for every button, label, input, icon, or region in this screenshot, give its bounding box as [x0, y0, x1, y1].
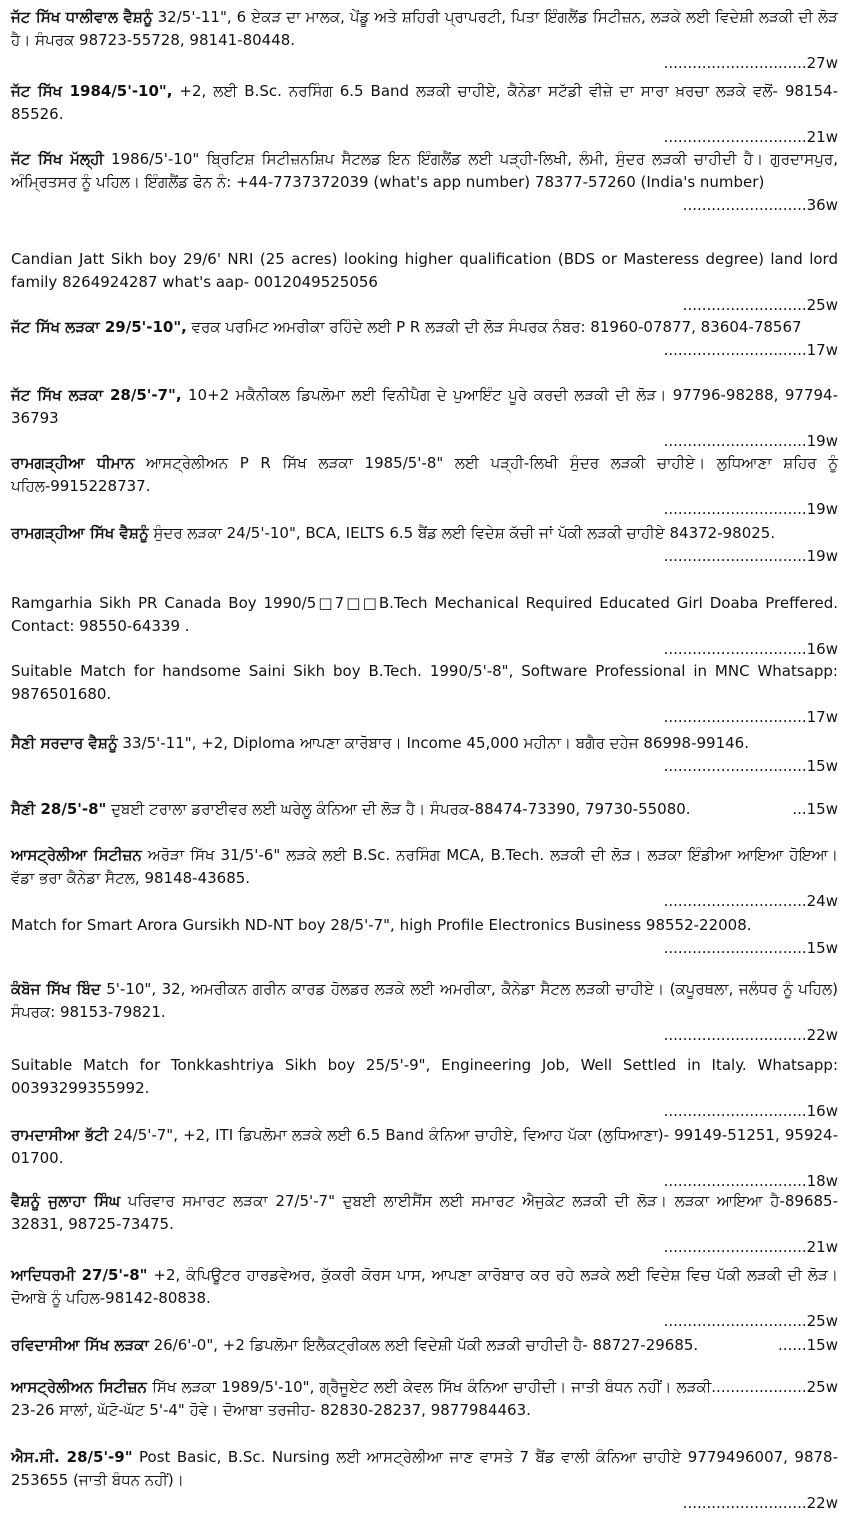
ad-entry	[11, 1124, 838, 1193]
ad-body: Match for Smart Arora Gursikh ND-NT boy 28/5'-7", high Profile Electronics Business 98552-22008.	[11, 916, 752, 934]
ad-text	[11, 1190, 838, 1236]
ad-body: 26/6'-0", +2 ਡਿਪਲੋਮਾ ਇਲੈਕਟ੍ਰੀਕਲ ਲਈ ਵਿਦੇਸ਼ੀ ਪੱਕੀ ਲੜਕੀ ਚਾਹੀਦੀ ਹੈ- 88727-29685.	[148, 1336, 699, 1354]
ad-text	[11, 1376, 838, 1422]
ad-entry	[11, 1334, 838, 1357]
ad-text	[11, 1446, 838, 1492]
ad-word-count: ..............................18w	[663, 1172, 838, 1190]
ad-heading: ਜੱਟ ਸਿੱਖ ਲੜਕਾ 28/5'-7",	[11, 386, 182, 404]
ad-heading: ਆਸਟ੍ਰੇਲੀਅਨ ਸਿਟੀਜ਼ਨ	[11, 1378, 147, 1396]
ad-heading: ਸੈਣੀ 28/5'-8"	[11, 800, 107, 818]
ad-word-count: ....................25w	[711, 1378, 838, 1396]
ad-entry	[11, 384, 838, 453]
ad-word-count: ..............................25w	[663, 1312, 838, 1330]
ad-entry	[11, 1376, 838, 1422]
ad-entry	[11, 592, 838, 661]
ad-text	[11, 592, 838, 638]
ad-body: 5'-10", 32, ਅਮਰੀਕਨ ਗਰੀਨ ਕਾਰਡ ਹੋਲਡਰ ਲੜਕੇ ਲਈ ਅਮਰੀਕਾ, ਕੈਨੇਡਾ ਸੈਟਲ ਲੜਕੀ ਚਾਹੀਏ। (ਕਪੂਰਥਲਾ, ਜਲੰਧਰ ਨੂੰ ਪਹਿਲ) ਸੰਪਰਕ: 98153-79821.	[11, 980, 839, 1021]
ad-heading: ਵੈਸ਼ਨੂੰ ਜੁਲਾਹਾ ਸਿੰਘ	[11, 1192, 121, 1210]
ad-word-count: ..............................17w	[663, 341, 838, 359]
ad-entry	[11, 660, 838, 729]
ad-text	[11, 384, 838, 430]
ad-word-count: ...15w	[792, 800, 838, 818]
ad-entry	[11, 1190, 838, 1259]
ad-word-count: ..........................25w	[682, 296, 838, 314]
ad-text	[11, 80, 838, 126]
ad-body: 1986/5'-10" ਬ੍ਰਿਟਿਸ਼ ਸਿਟੀਜ਼ਨਸ਼ਿਪ ਸੈਟਲਡ ਇਨ ਇੰਗਲੈਂਡ ਲਈ ਪੜ੍ਹੀ-ਲਿਖੀ, ਲੰਮੀ, ਸੁੰਦਰ ਲੜਕੀ ਚਾਹੀਦੀ ਹੈ। ਗੁਰਦਾਸਪੁਰ, ਅੰਮ੍ਰਿਤਸਰ ਨੂੰ ਪਹਿਲ। ਇੰਗਲੈਂਡ ਫੋਨ ਨੰ: +44-7737372039 (what's app number) 78377-57260 (India's number)	[11, 150, 838, 191]
ad-word-count: ..............................21w	[663, 128, 838, 146]
ad-entry	[11, 1446, 838, 1515]
ad-entry	[11, 316, 838, 362]
ad-heading: ਆਸਟ੍ਰੇਲੀਆ ਸਿਟੀਜ਼ਨ	[11, 846, 142, 864]
ad-text	[11, 844, 838, 890]
ad-entry	[11, 452, 838, 521]
ad-text	[11, 1264, 838, 1310]
ad-text	[11, 6, 838, 52]
ad-heading: ਆਦਿਧਰਮੀ 27/5'-8"	[11, 1266, 148, 1284]
ad-text	[11, 914, 838, 937]
ad-entry	[11, 1264, 838, 1333]
ad-body: Suitable Match for handsome Saini Sikh boy B.Tech. 1990/5'-8", Software Professional in MNC Whatsapp: 9876501680.	[11, 662, 838, 703]
ad-body: 32/5'-11", 6 ਏਕੜ ਦਾ ਮਾਲਕ, ਪੇਂਡੂ ਅਤੇ ਸ਼ਹਿਰੀ ਪ੍ਰਾਪਰਟੀ, ਪਿਤਾ ਇੰਗਲੈਂਡ ਸਿਟੀਜ਼ਨ, ਲੜਕੇ ਲਈ ਵਿਦੇਸ਼ੀ ਲੜਕੀ ਦੀ ਲੋੜ ਹੈ। ਸੰਪਰਕ 98723-55728, 98141-80448.	[11, 8, 838, 49]
ad-entry	[11, 978, 838, 1047]
ad-text	[11, 978, 838, 1024]
ad-body: 10+2 ਮਕੈਨੀਕਲ ਡਿਪਲੋਮਾ ਲਈ ਵਿਨੀਪੈਗ ਦੇ ਪੁਆਇੰਟ ਪੂਰੇ ਕਰਦੀ ਲੜਕੀ ਦੀ ਲੋੜ। 97796-98288, 97794-36793	[11, 386, 838, 427]
ad-text	[11, 1124, 838, 1170]
ad-body: Ramgarhia Sikh PR Canada Boy 1990/5□7□□B.Tech Mechanical Required Educated Girl Doaba Preffered. Contact: 98550-64339 .	[11, 594, 838, 635]
ad-word-count: ..............................21w	[663, 1238, 838, 1256]
ad-body: Post Basic, B.Sc. Nursing ਲਈ ਆਸਟ੍ਰੇਲੀਆ ਜਾਣ ਵਾਸਤੇ 7 ਬੈਂਡ ਵਾਲੀ ਕੰਨਿਆ ਚਾਹੀਏ 9779496007, 9878-253655 (ਜਾਤੀ ਬੰਧਨ ਨਹੀਂ)।	[11, 1448, 838, 1489]
ad-heading: ਐਸ.ਸੀ. 28/5'-9"	[11, 1448, 133, 1466]
ad-body: 33/5'-11", +2, Diploma ਆਪਣਾ ਕਾਰੋਬਾਰ। Income 45,000 ਮਹੀਨਾ। ਬਗੈਰ ਦਹੇਜ 86998-99146.	[117, 734, 749, 752]
ad-entry	[11, 914, 838, 960]
ad-word-count: ..............................19w	[663, 547, 838, 565]
ad-word-count: ..............................16w	[663, 640, 838, 658]
ad-entry	[11, 844, 838, 913]
ad-word-count: ..............................27w	[663, 54, 838, 72]
ad-body: ਆਸਟ੍ਰੇਲੀਅਨ P R ਸਿੱਖ ਲੜਕਾ 1985/5'-8" ਲਈ ਪੜ੍ਹੀ-ਲਿਖੀ ਸੁੰਦਰ ਲੜਕੀ ਚਾਹੀਏ। ਲੁਧਿਆਣਾ ਸ਼ਹਿਰ ਨੂੰ ਪਹਿਲ-9915228737.	[11, 454, 838, 495]
ad-word-count: ..............................16w	[663, 1102, 838, 1120]
ad-word-count: ..............................19w	[663, 432, 838, 450]
ad-body: +2, ਲਈ B.Sc. ਨਰਸਿੰਗ 6.5 Band ਲੜਕੀ ਚਾਹੀਏ, ਕੈਨੇਡਾ ਸਟੱਡੀ ਵੀਜ਼ੇ ਦਾ ਸਾਰਾ ਖ਼ਰਚਾ ਲੜਕੇ ਵਲੋਂ- 98154-85526.	[11, 82, 838, 123]
ad-text	[11, 1054, 838, 1100]
ad-heading: ਜੱਟ ਸਿੱਖ ਲੜਕਾ 29/5'-10",	[11, 318, 187, 336]
ad-entry	[11, 248, 838, 317]
ad-heading: ਰਾਮਗੜ੍ਹੀਆ ਧੀਮਾਨ	[11, 454, 135, 472]
ad-body: ਦੁਬਈ ਟਰਾਲਾ ਡਰਾਈਵਰ ਲਈ ਘਰੇਲੂ ਕੰਨਿਆ ਦੀ ਲੋੜ ਹੈ। ਸੰਪਰਕ-88474-73390, 79730-55080.	[106, 800, 691, 818]
ad-entry	[11, 522, 838, 568]
ad-heading: ਸੈਣੀ ਸਰਦਾਰ ਵੈਸ਼ਨੂੰ	[11, 734, 118, 752]
ad-entry	[11, 1054, 838, 1123]
ad-body: ਪਰਿਵਾਰ ਸਮਾਰਟ ਲੜਕਾ 27/5'-7" ਦੁਬਈ ਲਾਈਸੈਂਸ ਲਈ ਸਮਾਰਟ ਐਜੁਕੇਟ ਲੜਕੀ ਦੀ ਲੋੜ। ਲੜਕਾ ਆਇਆ ਹੈ-89685-32831, 98725-73475.	[11, 1192, 838, 1233]
ad-body: Suitable Match for Tonkkashtriya Sikh boy 25/5'-9", Engineering Job, Well Settled in Italy. Whatsapp: 00393299355992.	[11, 1056, 838, 1097]
ad-heading: ਰਾਮਗੜ੍ਹੀਆ ਸਿੱਖ ਵੈਸ਼ਨੂੰ	[11, 524, 149, 542]
ad-body: +2, ਕੰਪਿਊਟਰ ਹਾਰਡਵੇਅਰ, ਕੁੱਕਰੀ ਕੋਰਸ ਪਾਸ, ਆਪਣਾ ਕਾਰੋਬਾਰ ਕਰ ਰਹੇ ਲੜਕੇ ਲਈ ਵਿਦੇਸ਼ ਵਿਚ ਪੱਕੀ ਲੜਕੀ ਦੀ ਲੋੜ। ਦੋਆਬੇ ਨੂੰ ਪਹਿਲ-98142-80838.	[11, 1266, 838, 1307]
ad-heading: ਜੱਟ ਸਿੱਖ ਧਾਲੀਵਾਲ ਵੈਸ਼ਨੂੰ	[11, 8, 153, 26]
ad-word-count: ..............................15w	[663, 939, 838, 957]
ad-body: ਸੁੰਦਰ ਲੜਕਾ 24/5'-10", BCA, IELTS 6.5 ਬੈਂਡ ਲਈ ਵਿਦੇਸ਼ ਕੱਚੀ ਜਾਂ ਪੱਕੀ ਲੜਕੀ ਚਾਹੀਏ 84372-98025.	[148, 524, 776, 542]
ad-body: 24/5'-7", +2, ITI ਡਿਪਲੋਮਾ ਲੜਕੇ ਲਈ 6.5 Band ਕੰਨਿਆ ਚਾਹੀਏ, ਵਿਆਹ ਪੱਕਾ (ਲੁਧਿਆਣਾ)- 99149-51251, 95924-01700.	[11, 1126, 838, 1167]
ad-word-count: ..........................36w	[682, 196, 838, 214]
ad-word-count: ..............................24w	[663, 892, 838, 910]
ad-text	[11, 148, 838, 194]
ad-heading: ਕੰਬੋਜ ਸਿੱਖ ਬਿੰਦ	[11, 980, 101, 998]
ad-body: ਸਿੱਖ ਲੜਕਾ 1989/5'-10", ਗ੍ਰੈਜੂਏਟ ਲਈ ਕੇਵਲ ਸਿੱਖ ਕੰਨਿਆ ਚਾਹੀਦੀ। ਜਾਤੀ ਬੰਧਨ ਨਹੀਂ। ਲੜਕੀ 23-26 ਸਾਲਾਂ, ਘੱਟੋ-ਘੱਟ 5'-4" ਹੋਵੇ। ਦੋਆਬਾ ਤਰਜੀਹ- 82830-28237, 9877984463.	[11, 1378, 712, 1419]
ad-entry	[11, 798, 838, 821]
ad-word-count: ..............................22w	[663, 1026, 838, 1044]
ad-entry	[11, 148, 838, 217]
ad-heading: ਰਵਿਦਾਸੀਆ ਸਿੱਖ ਲੜਕਾ	[11, 1336, 149, 1354]
ad-word-count: ......15w	[778, 1336, 838, 1354]
ad-entry	[11, 80, 838, 149]
ad-text	[11, 522, 838, 545]
ad-text	[11, 316, 838, 339]
ad-word-count: ..............................19w	[663, 500, 838, 518]
ad-heading: ਜੱਟ ਸਿੱਖ 1984/5'-10",	[11, 82, 173, 100]
ad-word-count: ..............................15w	[663, 757, 838, 775]
ad-text	[11, 660, 838, 706]
ad-text	[11, 798, 838, 821]
ad-body: ਵਰਕ ਪਰਮਿਟ ਅਮਰੀਕਾ ਰਹਿੰਦੇ ਲਈ P R ਲੜਕੀ ਦੀ ਲੋੜ ਸੰਪਰਕ ਨੰਬਰ: 81960-07877, 83604-78567	[186, 318, 802, 336]
ad-body: Candian Jatt Sikh boy 29/6' NRI (25 acres) looking higher qualification (BDS or Masteress degree) land lord family 8264924287 what's aap- 0012049525056	[11, 250, 838, 291]
ad-entry	[11, 732, 838, 778]
ad-body: ਅਰੋੜਾ ਸਿੱਖ 31/5'-6" ਲੜਕੇ ਲਈ B.Sc. ਨਰਸਿੰਗ MCA, B.Tech. ਲੜਕੀ ਦੀ ਲੋੜ। ਲੜਕਾ ਇੰਡੀਆ ਆਇਆ ਹੋਇਆ। ਵੱਡਾ ਭਰਾ ਕੈਨੇਡਾ ਸੈਟਲ, 98148-43685.	[11, 846, 838, 887]
ad-word-count: ..............................17w	[663, 708, 838, 726]
ad-heading: ਜੱਟ ਸਿੱਖ ਮੱਲ੍ਹੀ	[11, 150, 104, 168]
ad-heading: ਰਾਮਦਾਸੀਆ ਭੱਟੀ	[11, 1126, 109, 1144]
ad-text	[11, 452, 838, 498]
ad-text	[11, 732, 838, 755]
ad-text	[11, 1334, 838, 1357]
ad-entry	[11, 6, 838, 75]
ad-word-count: ..........................22w	[682, 1494, 838, 1512]
ad-text	[11, 248, 838, 294]
